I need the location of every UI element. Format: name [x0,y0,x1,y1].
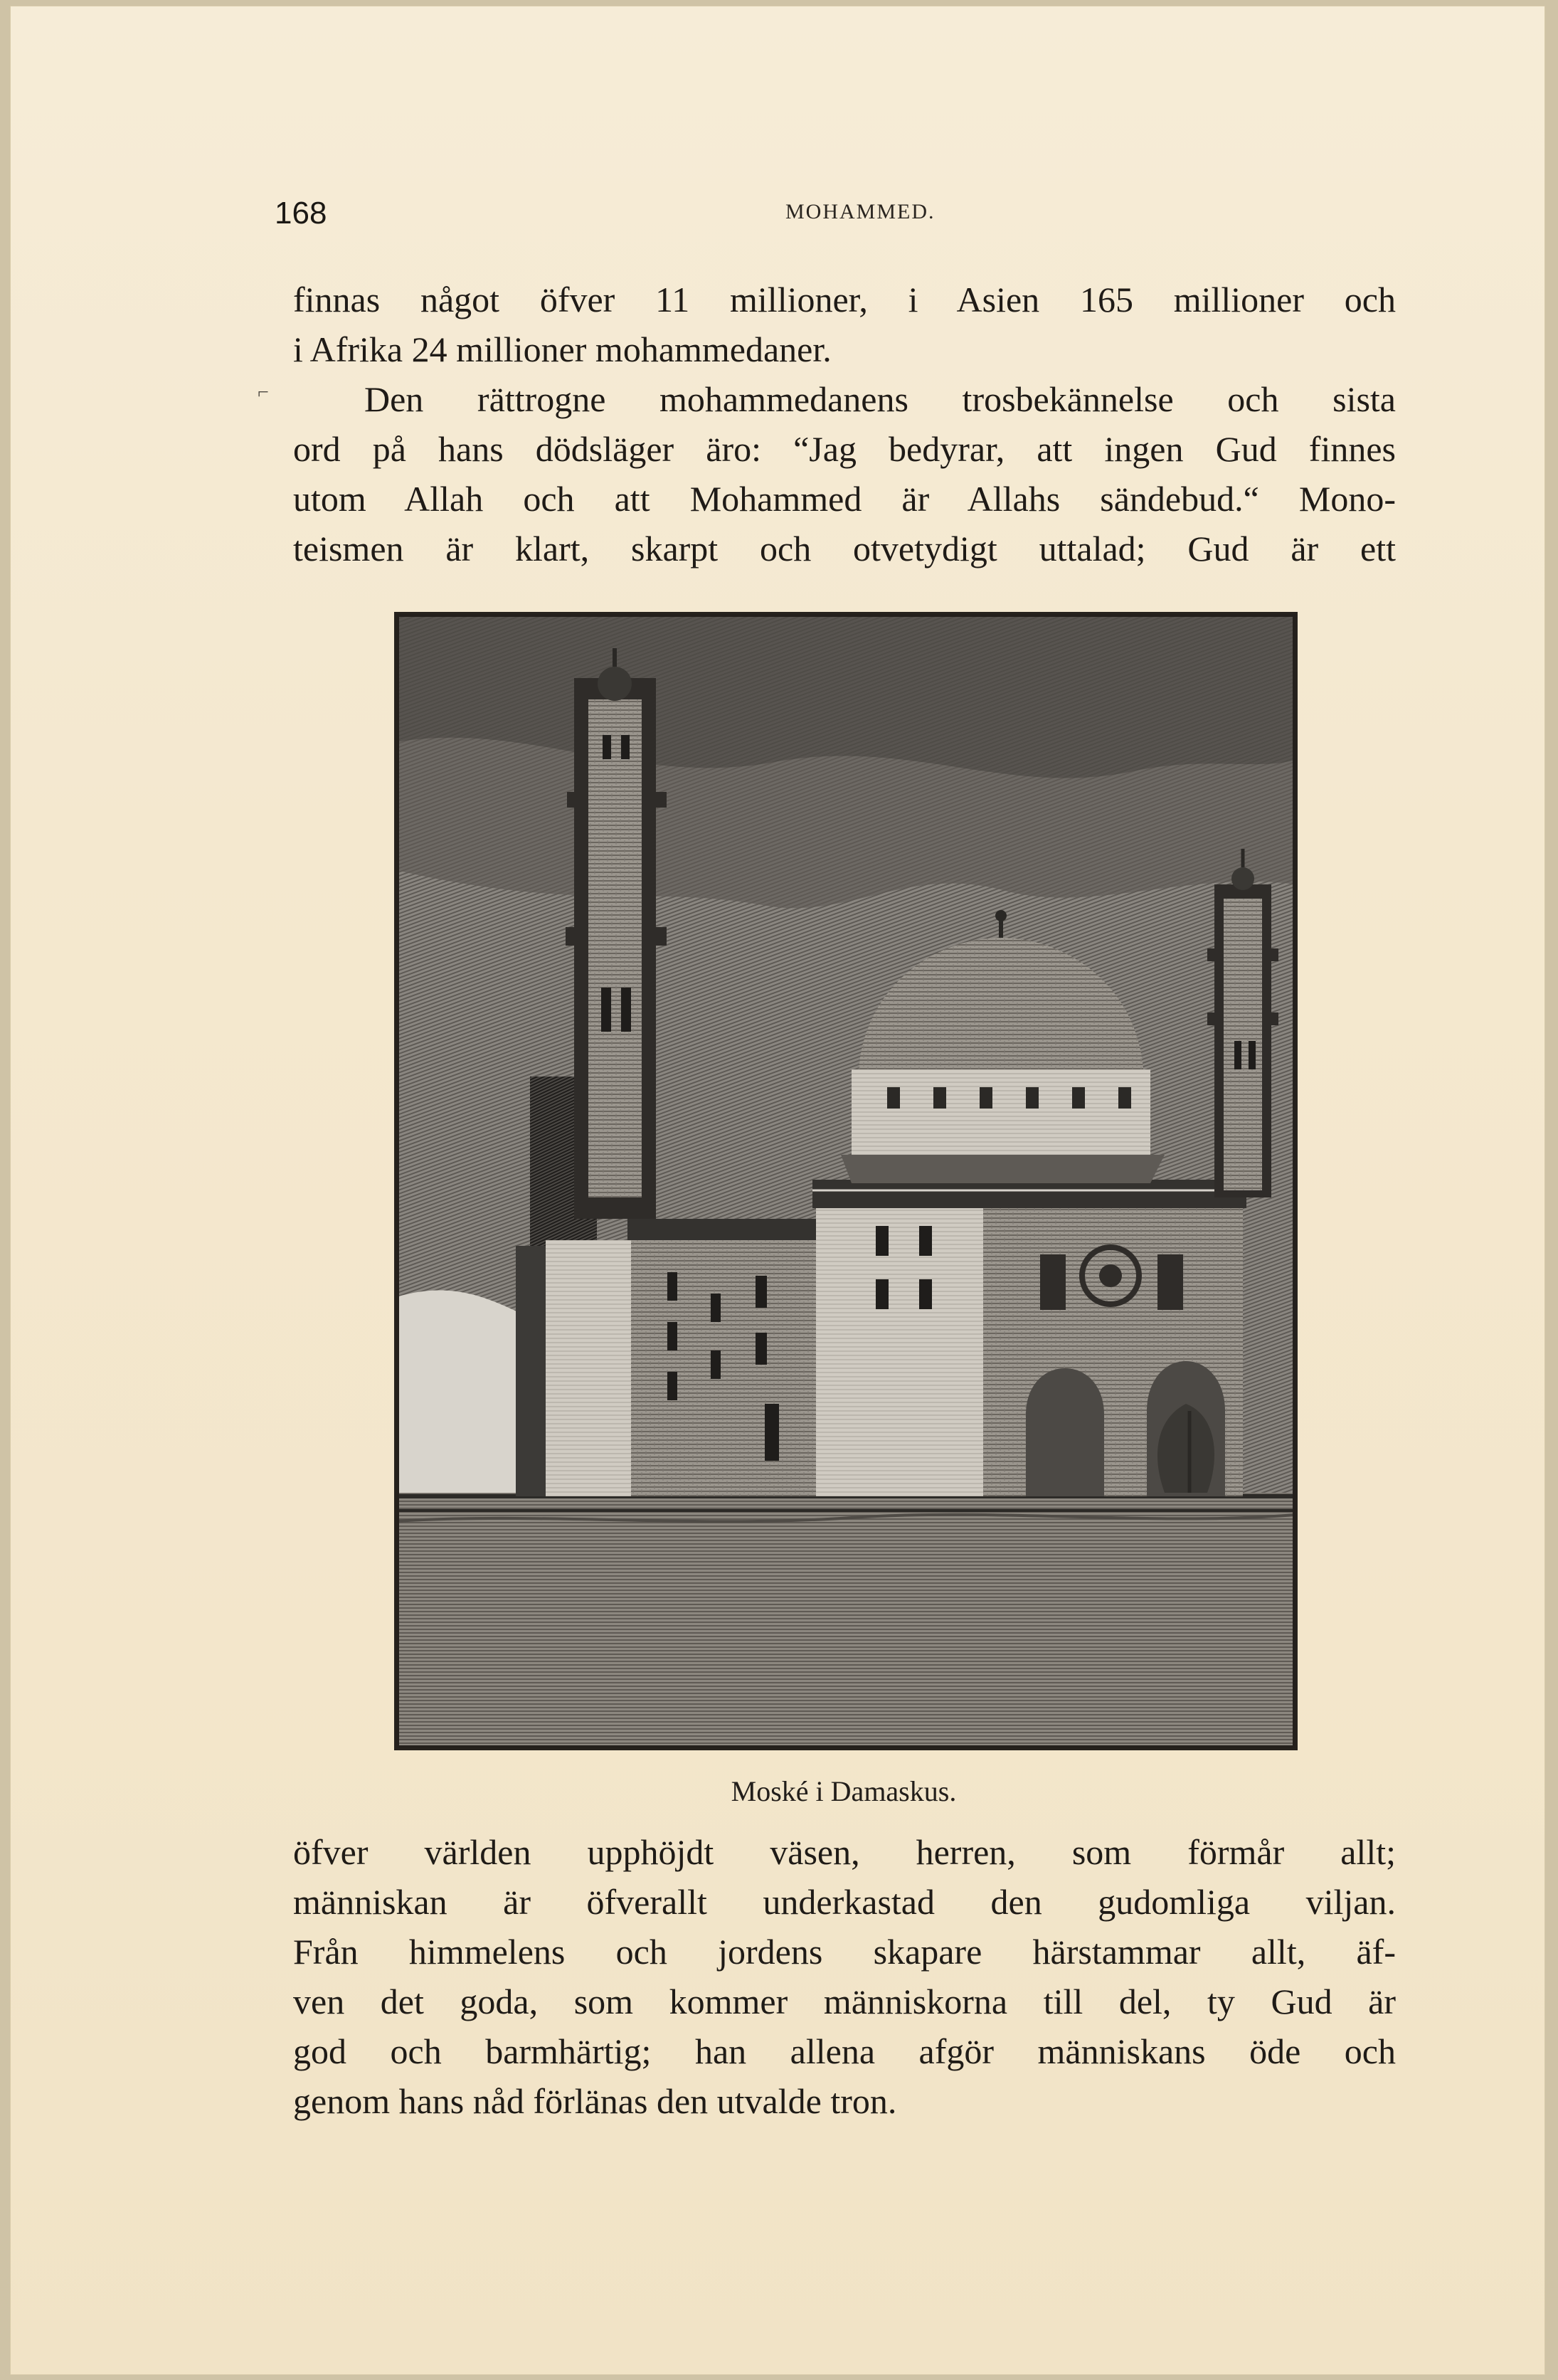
running-title: MOHAMMED. [785,200,936,223]
paragraph-1 [293,275,1396,374]
text-line: människan är öfverallt underkastad den gudomliga viljan. [293,1882,1396,1922]
top-text-block [293,275,1396,573]
bottom-text-block [293,1827,1396,2126]
paragraph-2 [293,374,1396,573]
text-line: ord på hans dödsläger äro: “Jag bedyrar, att ingen Gud finnes [293,429,1396,469]
text-line: i Afrika 24 millioner mohammedaner. [293,329,832,369]
engraving-svg [396,614,1295,1748]
book-page [10,6,1545,2375]
text-line: god och barmhärtig; han allena afgör människans öde och [293,2031,1396,2071]
text-line: finnas något öfver 11 millioner, i Asien 165 millioner och [293,280,1396,319]
text-line: öfver världen upphöjdt väsen, herren, som förmår allt; [293,1832,1396,1872]
text-line: Den rättrogne mohammedanens trosbekännelse och sista [364,379,1396,419]
mosque-illustration [394,612,1298,1750]
paragraph-3 [293,1827,1396,2126]
figure-caption: Moské i Damaskus. [731,1775,957,1807]
text-line: ven det goda, som kommer människorna till del, ty Gud är [293,1982,1396,2021]
text-line: genom hans nåd förlänas den utvalde tron. [293,2081,897,2121]
page-number: 168 [275,196,327,231]
text-line: Från himmelens och jordens skapare härstammar allt, äf- [293,1932,1396,1972]
text-line: teismen är klart, skarpt och otvetydigt uttalad; Gud är ett [293,529,1396,568]
margin-mark: ⌐ [258,381,269,403]
text-line: utom Allah och att Mohammed är Allahs sändebud.“ Mono- [293,479,1396,519]
